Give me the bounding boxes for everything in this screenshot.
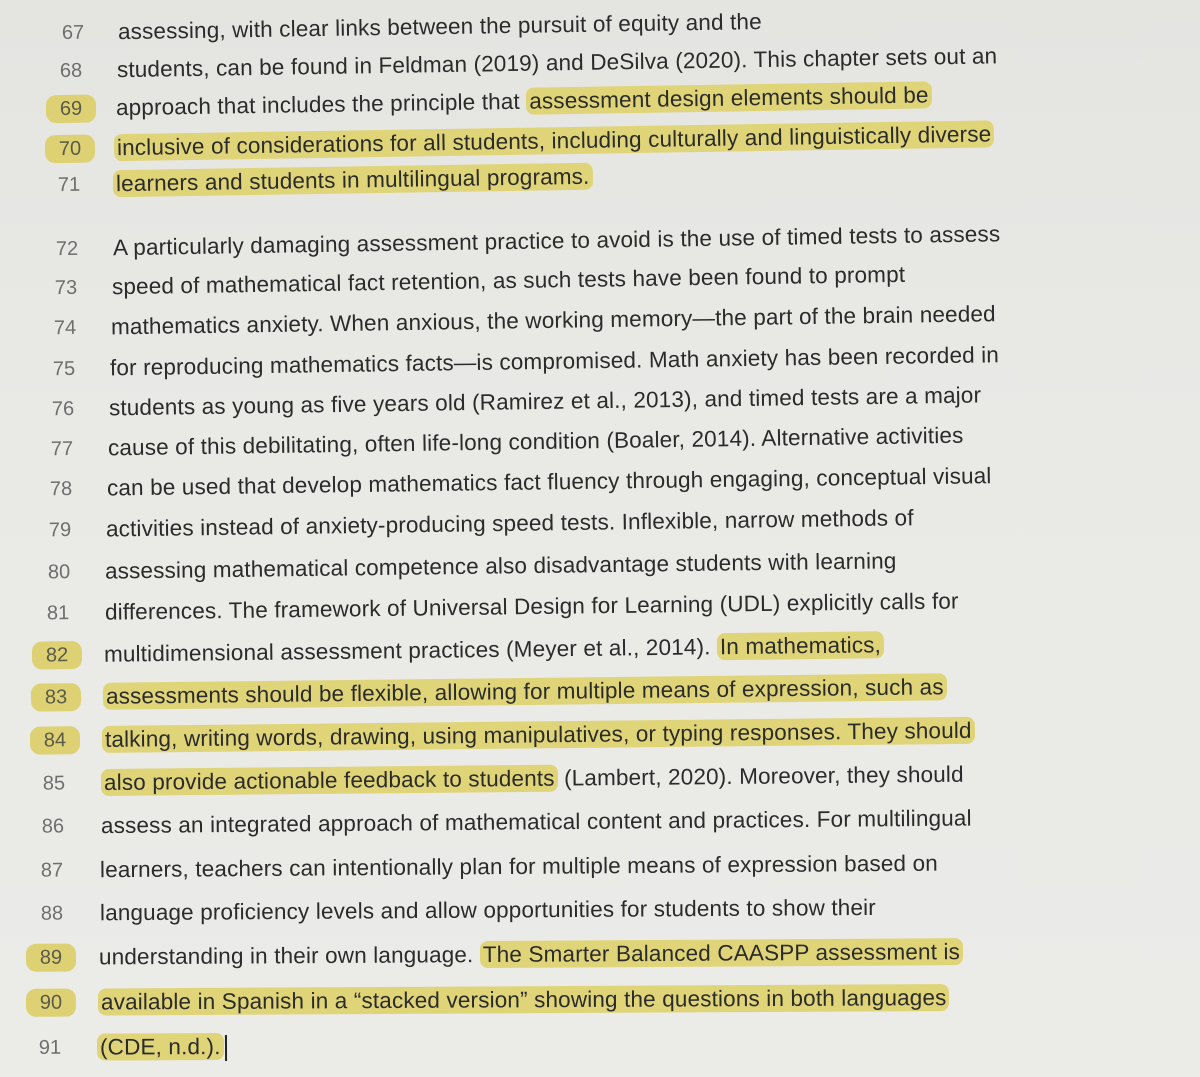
- line-text[interactable]: [100, 850, 938, 885]
- line-number: 81: [46, 602, 70, 625]
- text-run[interactable]: A particularly damaging assessment practice to avoid is the use of timed tests to assess: [112, 221, 1001, 261]
- highlighted-text[interactable]: The Smarter Balanced CAASPP assessment is: [480, 938, 963, 968]
- line-text[interactable]: [112, 261, 906, 301]
- text-run[interactable]: cause of this debilitating, often life-long condition (Boaler, 2014). Alternative activities: [107, 422, 964, 461]
- line-number: 67: [61, 21, 85, 45]
- text-run[interactable]: activities instead of anxiety-producing speed tests. Inflexible, narrow methods of: [105, 505, 914, 542]
- text-run[interactable]: mathematics anxiety. When anxious, the working memory—the part of the brain needed: [110, 301, 996, 340]
- line-number: 80: [47, 561, 71, 584]
- line-number: 84: [30, 726, 80, 755]
- line-number: 73: [54, 276, 78, 300]
- document-line[interactable]: [0, 752, 1200, 804]
- line-number: 86: [41, 815, 65, 838]
- text-run[interactable]: assess an integrated approach of mathematical content and practices. For multilingual: [100, 805, 972, 839]
- line-number: 90: [26, 989, 76, 1017]
- highlighted-text[interactable]: learners and students in multilingual programs.: [113, 163, 593, 198]
- line-text[interactable]: [99, 938, 963, 971]
- document-line[interactable]: [0, 1023, 1200, 1068]
- line-number: 74: [53, 316, 77, 340]
- line-number: 78: [49, 477, 73, 501]
- line-text[interactable]: [104, 631, 884, 669]
- highlighted-text[interactable]: assessments should be flexible, allowing for multiple means of expression, such as: [103, 673, 947, 710]
- line-number: 91: [38, 1036, 62, 1059]
- line-number: 79: [48, 519, 72, 542]
- line-text[interactable]: [116, 81, 932, 122]
- line-number: 75: [52, 357, 76, 381]
- text-run[interactable]: learners, teachers can intentionally plan for multiple means of expression based on: [99, 850, 938, 883]
- text-run[interactable]: for reproducing mathematics facts—is compromised. Math anxiety has been recorded in: [109, 342, 1000, 381]
- highlighted-text[interactable]: In mathematics,: [717, 631, 884, 660]
- text-run[interactable]: students, can be found in Feldman (2019) and DeSilva (2020). This chapter sets out an: [116, 43, 998, 83]
- line-number: 71: [57, 173, 81, 197]
- line-text[interactable]: [107, 462, 992, 502]
- line-text[interactable]: [105, 587, 959, 626]
- line-number: 77: [50, 437, 74, 461]
- text-run[interactable]: can be used that develop mathematics fact fluency through engaging, conceptual visual: [106, 463, 992, 501]
- document-line[interactable]: [0, 886, 1200, 934]
- highlighted-text[interactable]: available in Spanish in a “stacked version” showing the questions in both languages: [98, 984, 950, 1015]
- line-text[interactable]: [105, 547, 897, 585]
- text-run[interactable]: (Lambert, 2020). Moreover, they should: [557, 761, 964, 791]
- document-line[interactable]: [0, 708, 1200, 761]
- highlighted-text[interactable]: inclusive of considerations for all students, including culturally and linguistically diverse: [114, 120, 995, 161]
- text-run[interactable]: understanding in their own language.: [98, 942, 480, 970]
- line-number: 70: [45, 135, 95, 164]
- line-number: 82: [32, 641, 82, 670]
- line-text[interactable]: [111, 300, 996, 341]
- document-line[interactable]: [0, 977, 1200, 1023]
- line-number: 68: [59, 59, 83, 83]
- text-run[interactable]: students as young as five years old (Ramirez et al., 2013), and timed tests are a major: [108, 382, 982, 421]
- line-text[interactable]: [118, 8, 762, 46]
- line-text[interactable]: [101, 805, 972, 841]
- line-number: 87: [40, 859, 64, 882]
- document-line[interactable]: [0, 931, 1200, 978]
- line-number: 72: [55, 237, 79, 261]
- line-text[interactable]: [113, 163, 593, 199]
- line-number: 76: [51, 397, 75, 421]
- line-text[interactable]: [101, 761, 964, 797]
- highlighted-text[interactable]: talking, writing words, drawing, using manipulatives, or typing responses. They should: [102, 717, 975, 753]
- text-run[interactable]: multidimensional assessment practices (Meyer et al., 2014).: [103, 634, 718, 667]
- line-text[interactable]: [109, 381, 982, 422]
- text-run[interactable]: approach that includes the principle that: [115, 88, 527, 121]
- highlighted-text[interactable]: assessment design elements should be: [526, 81, 932, 114]
- line-text[interactable]: [108, 422, 964, 463]
- line-text[interactable]: [106, 504, 914, 543]
- text-cursor: [225, 1035, 227, 1061]
- line-text[interactable]: [97, 1033, 227, 1062]
- text-run[interactable]: assessing mathematical competence also disadvantage students with learning: [104, 548, 897, 584]
- text-run[interactable]: assessing, with clear links between the pursuit of equity and the: [117, 9, 762, 45]
- text-run[interactable]: speed of mathematical fact retention, as such tests have been found to prompt: [111, 261, 906, 300]
- document-line[interactable]: [0, 842, 1200, 891]
- line-text[interactable]: [98, 984, 950, 1016]
- line-number: 89: [26, 944, 76, 972]
- line-text[interactable]: [103, 673, 947, 711]
- line-number: 83: [31, 683, 81, 712]
- highlighted-text[interactable]: (CDE, n.d.).: [97, 1033, 224, 1061]
- highlighted-text[interactable]: also provide actionable feedback to students: [101, 765, 558, 796]
- document-line[interactable]: [0, 797, 1200, 847]
- line-number: 88: [40, 902, 64, 925]
- line-text[interactable]: [102, 717, 975, 754]
- line-number: 69: [46, 94, 96, 123]
- line-number: 85: [42, 772, 66, 795]
- line-text[interactable]: [100, 894, 876, 927]
- text-run[interactable]: differences. The framework of Universal Design for Learning (UDL) explicitly calls for: [104, 588, 959, 625]
- text-run[interactable]: language proficiency levels and allow opportunities for students to show their: [99, 894, 876, 926]
